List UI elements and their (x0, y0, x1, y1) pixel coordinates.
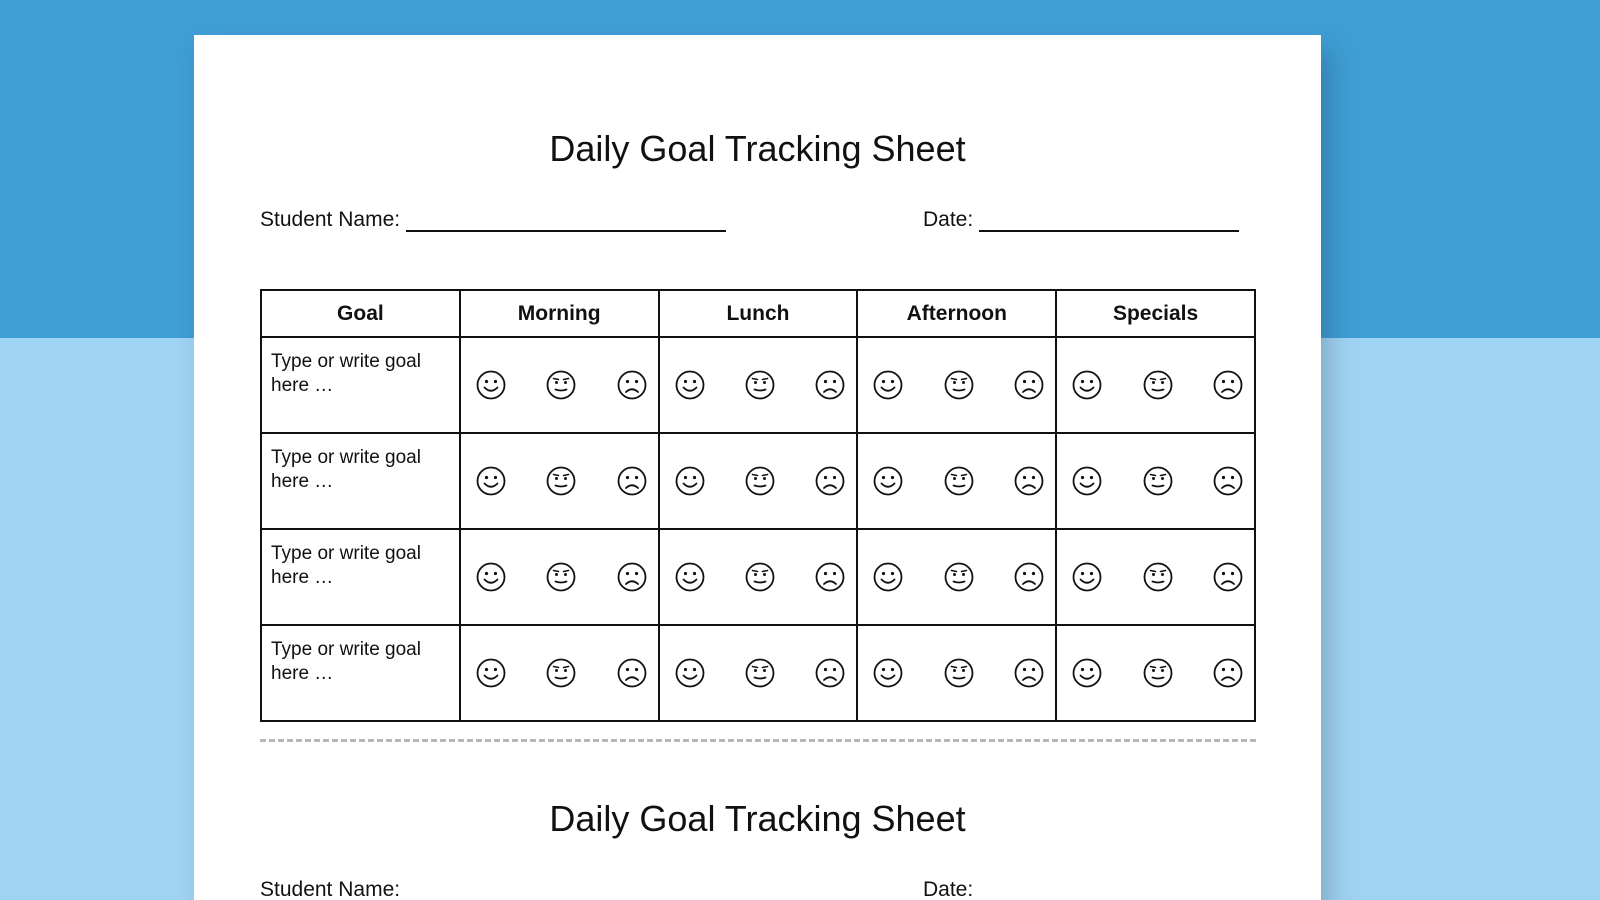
neutral-face-icon[interactable] (545, 465, 577, 497)
rating-cell-afternoon (857, 337, 1056, 433)
date-blank[interactable] (979, 880, 1239, 900)
sad-face-icon[interactable] (814, 465, 846, 497)
table-row (261, 529, 1255, 625)
student-name-label: Student Name: (260, 208, 401, 231)
happy-face-icon[interactable] (674, 465, 706, 497)
face-rating-group (660, 369, 857, 401)
header-morning: Morning (460, 290, 659, 337)
happy-face-icon[interactable] (872, 369, 904, 401)
happy-face-icon[interactable] (674, 561, 706, 593)
neutral-face-icon[interactable] (744, 369, 776, 401)
happy-face-icon[interactable] (475, 561, 507, 593)
neutral-face-icon[interactable] (943, 465, 975, 497)
student-name-blank[interactable] (406, 880, 726, 900)
rating-cell-specials (1056, 337, 1255, 433)
happy-face-icon[interactable] (475, 465, 507, 497)
date-blank[interactable] (979, 210, 1239, 232)
date-label: Date: (923, 878, 974, 900)
neutral-face-icon[interactable] (744, 561, 776, 593)
neutral-face-icon[interactable] (545, 657, 577, 689)
rating-cell-specials (1056, 625, 1255, 721)
goal-text-cell[interactable]: Type or write goal here … (261, 433, 460, 529)
face-rating-group (660, 465, 857, 497)
happy-face-icon[interactable] (1071, 657, 1103, 689)
rating-cell-morning (460, 529, 659, 625)
rating-cell-morning (460, 433, 659, 529)
face-rating-group (461, 657, 658, 689)
table-header-row (261, 290, 1255, 337)
face-rating-group (858, 465, 1055, 497)
face-rating-group (1057, 465, 1254, 497)
sad-face-icon[interactable] (616, 657, 648, 689)
face-rating-group (461, 561, 658, 593)
table-row (261, 625, 1255, 721)
header-specials: Specials (1056, 290, 1255, 337)
face-rating-group (660, 657, 857, 689)
rating-cell-afternoon (857, 625, 1056, 721)
happy-face-icon[interactable] (872, 657, 904, 689)
happy-face-icon[interactable] (1071, 561, 1103, 593)
sad-face-icon[interactable] (1212, 465, 1244, 497)
happy-face-icon[interactable] (475, 657, 507, 689)
neutral-face-icon[interactable] (1142, 561, 1174, 593)
neutral-face-icon[interactable] (744, 465, 776, 497)
student-name-field (260, 208, 726, 232)
happy-face-icon[interactable] (872, 465, 904, 497)
face-rating-group (858, 369, 1055, 401)
goal-text-cell[interactable]: Type or write goal here … (261, 337, 460, 433)
student-name-field-second (260, 878, 726, 900)
sheet-title-second: Daily Goal Tracking Sheet (549, 798, 966, 839)
header-goal: Goal (261, 290, 460, 337)
table-row (261, 337, 1255, 433)
face-rating-group (660, 561, 857, 593)
sad-face-icon[interactable] (1013, 561, 1045, 593)
date-field (923, 208, 1239, 232)
sad-face-icon[interactable] (1013, 465, 1045, 497)
rating-cell-lunch (659, 625, 858, 721)
sad-face-icon[interactable] (1212, 561, 1244, 593)
sad-face-icon[interactable] (1212, 657, 1244, 689)
sad-face-icon[interactable] (616, 561, 648, 593)
face-rating-group (1057, 561, 1254, 593)
rating-cell-morning (460, 625, 659, 721)
rating-cell-lunch (659, 337, 858, 433)
sheet-title: Daily Goal Tracking Sheet (549, 128, 966, 169)
rating-cell-specials (1056, 433, 1255, 529)
header-afternoon: Afternoon (857, 290, 1056, 337)
student-name-label: Student Name: (260, 878, 401, 900)
happy-face-icon[interactable] (475, 369, 507, 401)
face-rating-group (858, 657, 1055, 689)
worksheet-page (194, 35, 1321, 900)
face-rating-group (1057, 369, 1254, 401)
sad-face-icon[interactable] (616, 465, 648, 497)
neutral-face-icon[interactable] (1142, 369, 1174, 401)
happy-face-icon[interactable] (1071, 465, 1103, 497)
sad-face-icon[interactable] (814, 657, 846, 689)
header-lunch: Lunch (659, 290, 858, 337)
rating-cell-morning (460, 337, 659, 433)
cut-line-divider (260, 739, 1256, 742)
neutral-face-icon[interactable] (943, 657, 975, 689)
happy-face-icon[interactable] (674, 369, 706, 401)
goal-text-cell[interactable]: Type or write goal here … (261, 529, 460, 625)
happy-face-icon[interactable] (674, 657, 706, 689)
neutral-face-icon[interactable] (744, 657, 776, 689)
sad-face-icon[interactable] (814, 369, 846, 401)
neutral-face-icon[interactable] (943, 369, 975, 401)
happy-face-icon[interactable] (872, 561, 904, 593)
neutral-face-icon[interactable] (545, 369, 577, 401)
neutral-face-icon[interactable] (1142, 465, 1174, 497)
sad-face-icon[interactable] (814, 561, 846, 593)
face-rating-group (858, 561, 1055, 593)
rating-cell-afternoon (857, 529, 1056, 625)
face-rating-group (461, 465, 658, 497)
rating-cell-afternoon (857, 433, 1056, 529)
face-rating-group (461, 369, 658, 401)
rating-cell-specials (1056, 529, 1255, 625)
happy-face-icon[interactable] (1071, 369, 1103, 401)
neutral-face-icon[interactable] (1142, 657, 1174, 689)
goal-tracking-table (260, 289, 1256, 722)
sad-face-icon[interactable] (1212, 369, 1244, 401)
rating-cell-lunch (659, 529, 858, 625)
sad-face-icon[interactable] (1013, 369, 1045, 401)
rating-cell-lunch (659, 433, 858, 529)
date-field-second (923, 878, 1239, 900)
student-name-blank[interactable] (406, 210, 726, 232)
neutral-face-icon[interactable] (943, 561, 975, 593)
date-label: Date: (923, 208, 974, 231)
table-row (261, 433, 1255, 529)
face-rating-group (1057, 657, 1254, 689)
neutral-face-icon[interactable] (545, 561, 577, 593)
sad-face-icon[interactable] (616, 369, 648, 401)
sad-face-icon[interactable] (1013, 657, 1045, 689)
goal-text-cell[interactable]: Type or write goal here … (261, 625, 460, 721)
